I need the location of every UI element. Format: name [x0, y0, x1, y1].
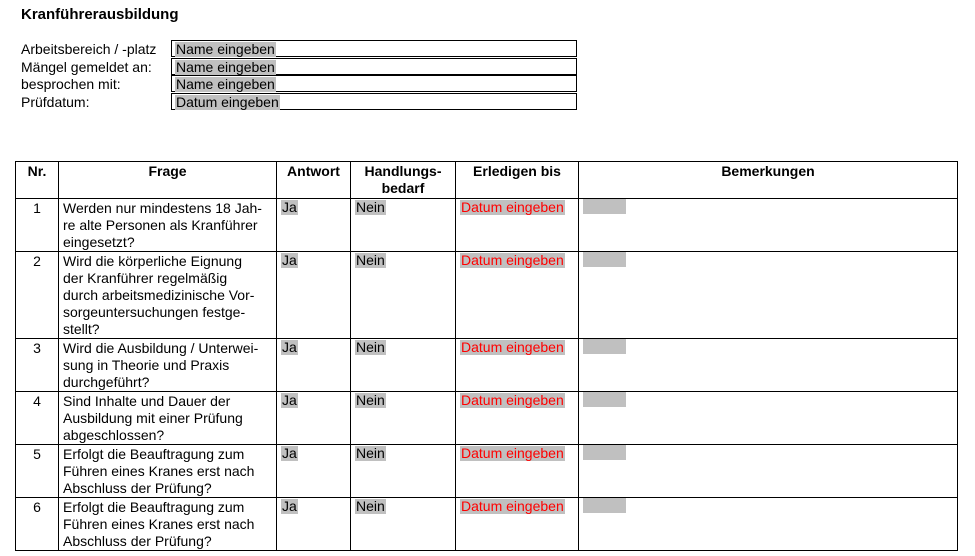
question-line: eingesetzt? — [63, 234, 135, 250]
meta-label-pruefdatum: Prüfdatum: — [21, 94, 90, 110]
meta-box-pruefdatum — [171, 93, 577, 110]
question-line: stellt? — [63, 321, 100, 337]
answer-field[interactable]: Ja — [282, 252, 297, 268]
handlungsbedarf-field[interactable]: Nein — [356, 252, 385, 268]
table-row — [16, 498, 958, 551]
table-row — [16, 392, 958, 445]
question-text — [59, 199, 277, 252]
question-line: Ausbildung mit einer Prüfung — [63, 410, 243, 426]
erledigen-bis-cell — [456, 199, 579, 252]
question-text — [59, 339, 277, 392]
header-handlungsbedarf-line1: Handlungs- — [364, 163, 442, 179]
besprochen-mit-field[interactable]: Name eingeben — [176, 76, 275, 92]
row-number: 1 — [16, 199, 59, 252]
bemerkungen-cell — [579, 498, 958, 551]
checklist-table — [15, 161, 958, 551]
question-line: Werden nur mindestens 18 Jah- — [63, 200, 262, 216]
answer-cell — [277, 252, 351, 339]
meta-label-besprochen: besprochen mit: — [21, 76, 121, 92]
question-text — [59, 445, 277, 498]
answer-field[interactable]: Ja — [282, 392, 297, 408]
handlungsbedarf-cell — [351, 498, 456, 551]
header-frage: Frage — [59, 162, 277, 199]
question-line: Sind Inhalte und Dauer der — [63, 393, 231, 409]
question-line: sorgeuntersuchungen festge- — [63, 304, 246, 320]
erledigen-bis-field[interactable]: Datum eingeben — [461, 199, 564, 215]
table-row — [16, 199, 958, 252]
answer-cell — [277, 199, 351, 252]
handlungsbedarf-field[interactable]: Nein — [356, 445, 385, 461]
bemerkungen-cell — [579, 445, 958, 498]
table-row — [16, 445, 958, 498]
question-line: durchgeführt? — [63, 374, 150, 390]
answer-cell — [277, 392, 351, 445]
bemerkungen-cell — [579, 392, 958, 445]
answer-cell — [277, 498, 351, 551]
meta-label-maengel: Mängel gemeldet an: — [21, 59, 152, 75]
question-text — [59, 498, 277, 551]
row-number: 3 — [16, 339, 59, 392]
question-line: Erfolgt die Beauftragung zum — [63, 446, 245, 462]
question-text — [59, 252, 277, 339]
erledigen-bis-field[interactable]: Datum eingeben — [461, 252, 564, 268]
question-line: Abschluss der Prüfung? — [63, 480, 212, 496]
question-line: Führen eines Kranes erst nach — [63, 516, 255, 532]
handlungsbedarf-field[interactable]: Nein — [356, 339, 385, 355]
answer-cell — [277, 339, 351, 392]
question-line: re alte Personen als Kranführer — [63, 217, 258, 233]
erledigen-bis-field[interactable]: Datum eingeben — [461, 339, 564, 355]
question-line: sung in Theorie und Praxis — [63, 357, 230, 373]
row-number: 2 — [16, 252, 59, 339]
header-antwort: Antwort — [277, 162, 351, 199]
table-row — [16, 252, 958, 339]
question-line: der Kranführer regelmäßig — [63, 270, 228, 286]
erledigen-bis-field[interactable]: Datum eingeben — [461, 445, 564, 461]
question-line: Abschluss der Prüfung? — [63, 533, 212, 549]
meta-label-arbeitsbereich: Arbeitsbereich / -platz — [21, 41, 157, 57]
bemerkungen-field[interactable] — [583, 252, 626, 267]
row-number: 5 — [16, 445, 59, 498]
document-title: Kranführerausbildung — [21, 6, 179, 23]
question-line: Erfolgt die Beauftragung zum — [63, 499, 245, 515]
erledigen-bis-cell — [456, 339, 579, 392]
row-number: 4 — [16, 392, 59, 445]
answer-field[interactable]: Ja — [282, 199, 297, 215]
pruefdatum-field[interactable]: Datum eingeben — [176, 94, 279, 110]
answer-field[interactable]: Ja — [282, 498, 297, 514]
handlungsbedarf-field[interactable]: Nein — [356, 392, 385, 408]
answer-cell — [277, 445, 351, 498]
bemerkungen-field[interactable] — [583, 392, 626, 407]
question-line: abgeschlossen? — [63, 427, 165, 443]
erledigen-bis-cell — [456, 498, 579, 551]
row-number: 6 — [16, 498, 59, 551]
question-line: Führen eines Kranes erst nach — [63, 463, 255, 479]
erledigen-bis-cell — [456, 445, 579, 498]
handlungsbedarf-field[interactable]: Nein — [356, 199, 385, 215]
header-handlungsbedarf-line2: bedarf — [381, 180, 425, 196]
meta-box-maengel — [171, 58, 577, 75]
meta-box-arbeitsbereich — [171, 40, 577, 57]
answer-field[interactable]: Ja — [282, 445, 297, 461]
bemerkungen-cell — [579, 252, 958, 339]
erledigen-bis-cell — [456, 392, 579, 445]
erledigen-bis-field[interactable]: Datum eingeben — [461, 498, 564, 514]
question-text — [59, 392, 277, 445]
erledigen-bis-field[interactable]: Datum eingeben — [461, 392, 564, 408]
handlungsbedarf-cell — [351, 339, 456, 392]
table-header-row — [16, 162, 958, 199]
header-erledigen-bis: Erledigen bis — [456, 162, 579, 199]
bemerkungen-field[interactable] — [583, 339, 626, 354]
header-bemerkungen: Bemerkungen — [579, 162, 958, 199]
maengel-gemeldet-field[interactable]: Name eingeben — [176, 59, 275, 75]
handlungsbedarf-cell — [351, 252, 456, 339]
bemerkungen-field[interactable] — [583, 199, 626, 214]
handlungsbedarf-cell — [351, 445, 456, 498]
erledigen-bis-cell — [456, 252, 579, 339]
answer-field[interactable]: Ja — [282, 339, 297, 355]
question-line: durch arbeitsmedizinische Vor- — [63, 287, 255, 303]
bemerkungen-cell — [579, 199, 958, 252]
table-row — [16, 339, 958, 392]
header-handlungsbedarf — [351, 162, 456, 199]
handlungsbedarf-cell — [351, 199, 456, 252]
handlungsbedarf-cell — [351, 392, 456, 445]
arbeitsbereich-field[interactable]: Name eingeben — [176, 41, 275, 57]
question-line: Wird die Ausbildung / Unterwei- — [63, 340, 259, 356]
bemerkungen-cell — [579, 339, 958, 392]
question-line: Wird die körperliche Eignung — [63, 253, 242, 269]
handlungsbedarf-field[interactable]: Nein — [356, 498, 385, 514]
bemerkungen-field[interactable] — [583, 445, 626, 460]
meta-box-besprochen — [171, 75, 577, 92]
header-nr: Nr. — [16, 162, 59, 199]
bemerkungen-field[interactable] — [583, 498, 626, 513]
